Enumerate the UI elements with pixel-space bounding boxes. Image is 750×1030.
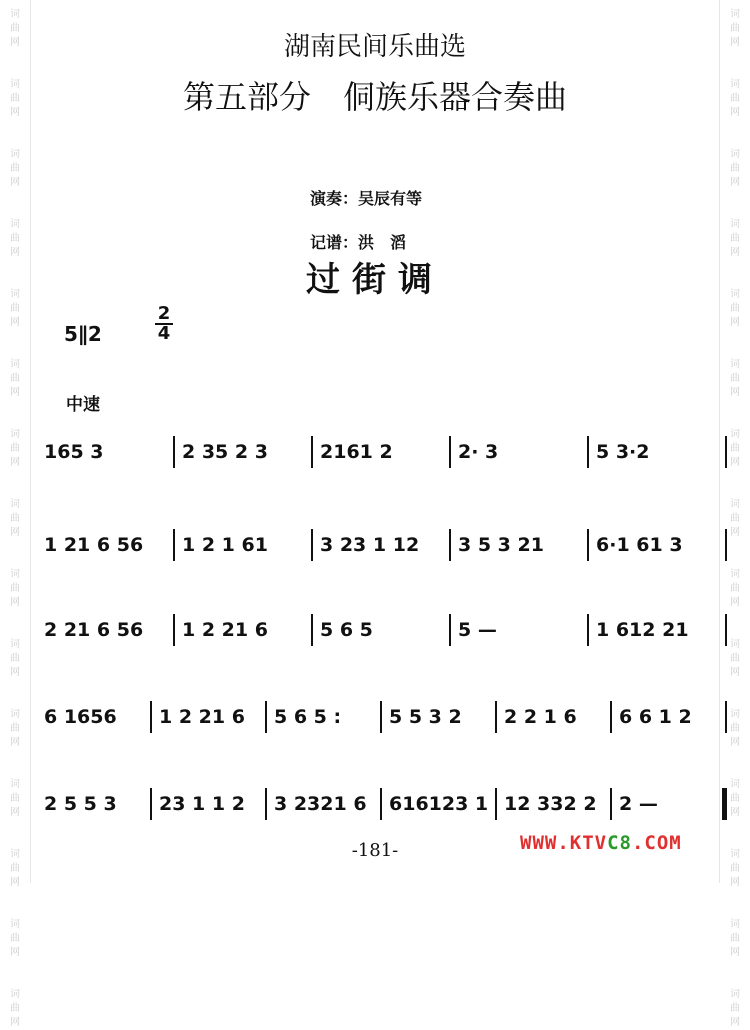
barline	[449, 614, 451, 646]
time-signature	[155, 305, 173, 343]
watermark-char: 网	[10, 527, 20, 538]
measure: 1 612 21	[596, 619, 689, 641]
watermark-char: 网	[10, 37, 20, 48]
watermark-mark	[730, 568, 740, 610]
measure: 5 5 3 2	[389, 706, 462, 728]
watermark-char: 网	[730, 37, 740, 48]
watermark-mark	[10, 498, 20, 540]
measure: 616123 1	[389, 793, 489, 815]
collection-title: 湖南民间乐曲选	[283, 32, 466, 62]
watermark-char: 网	[10, 107, 20, 118]
watermark-char: 曲	[730, 93, 740, 104]
barline	[173, 436, 175, 468]
watermark-char: 曲	[10, 93, 20, 104]
watermark-char: 词	[730, 569, 740, 580]
watermark-char: 网	[10, 807, 20, 818]
watermark-char: 网	[10, 1017, 20, 1028]
barline	[311, 529, 313, 561]
watermark-char: 网	[10, 457, 20, 468]
tempo-marking: 中速	[66, 395, 100, 415]
watermark-char: 网	[10, 667, 20, 678]
watermark-char: 网	[10, 387, 20, 398]
watermark-char: 词	[10, 9, 20, 20]
watermark-mark	[10, 358, 20, 400]
watermark-char: 曲	[10, 373, 20, 384]
watermark-char: 网	[10, 947, 20, 958]
measure: 2 35 2 3	[182, 441, 268, 463]
song-title: 过街调	[306, 260, 444, 300]
barline	[150, 788, 152, 820]
watermark-mark	[730, 708, 740, 750]
watermark-char: 曲	[10, 163, 20, 174]
watermark-char: 网	[730, 107, 740, 118]
watermark-char: 曲	[730, 793, 740, 804]
measure: 1 2 21 6	[182, 619, 268, 641]
barline	[265, 701, 267, 733]
measure: 6 1656	[44, 706, 117, 728]
watermark-char: 曲	[10, 443, 20, 454]
measure: 5 6 5	[320, 619, 373, 641]
watermark-char: 词	[730, 499, 740, 510]
barline	[587, 529, 589, 561]
watermark-char: 词	[10, 359, 20, 370]
watermark-mark	[730, 638, 740, 680]
barline	[173, 529, 175, 561]
watermark-mark	[730, 988, 740, 1030]
performer-credit: 演奏：吴辰有等	[310, 189, 423, 208]
barline	[173, 614, 175, 646]
watermark-char: 词	[730, 359, 740, 370]
measure: 2· 3	[458, 441, 499, 463]
watermark-char: 网	[10, 597, 20, 608]
notation-line	[38, 610, 728, 650]
barline	[610, 788, 612, 820]
watermark-mark	[730, 358, 740, 400]
watermark-char: 网	[10, 177, 20, 188]
watermark-mark	[10, 638, 20, 680]
measure: 1 2 1 61	[182, 534, 268, 556]
watermark-char: 曲	[10, 233, 20, 244]
notation-line	[38, 525, 728, 565]
watermark-char: 曲	[730, 443, 740, 454]
watermark-mark	[10, 148, 20, 190]
barline	[610, 701, 612, 733]
watermark-char: 网	[730, 877, 740, 888]
notation-line	[38, 784, 728, 824]
notation-line	[38, 432, 728, 472]
watermark-char: 曲	[10, 303, 20, 314]
watermark-mark	[10, 708, 20, 750]
watermark-char: 网	[10, 737, 20, 748]
watermark-char: 曲	[730, 1003, 740, 1014]
watermark-char: 网	[730, 387, 740, 398]
time-signature-top: 2	[157, 303, 171, 324]
transcriber-credit: 记谱：洪 滔	[310, 233, 407, 252]
measure: 2 2 1 6	[504, 706, 577, 728]
time-signature-bottom: 4	[155, 323, 173, 343]
watermark-mark	[10, 568, 20, 610]
measure: 2 —	[619, 793, 658, 815]
watermark-char: 词	[730, 709, 740, 720]
final-barline	[722, 788, 727, 820]
watermark-mark	[730, 918, 740, 960]
barline	[150, 701, 152, 733]
watermark-char: 词	[10, 849, 20, 860]
watermark-char: 词	[730, 429, 740, 440]
measure: 3 5 3 21	[458, 534, 544, 556]
watermark-mark	[730, 428, 740, 470]
measure: 165 3	[44, 441, 104, 463]
watermark-char: 曲	[10, 1003, 20, 1014]
watermark-char: 曲	[730, 513, 740, 524]
watermark-char: 词	[730, 219, 740, 230]
watermark-char: 词	[10, 499, 20, 510]
barline	[311, 614, 313, 646]
watermark-char: 曲	[730, 933, 740, 944]
measure: 12 332 2	[504, 793, 597, 815]
measure: 2 5 5 3	[44, 793, 117, 815]
watermark-char: 网	[730, 247, 740, 258]
barline	[725, 701, 727, 733]
watermark-char: 词	[10, 709, 20, 720]
watermark-char: 网	[730, 457, 740, 468]
watermark-char: 网	[10, 877, 20, 888]
watermark-char: 曲	[10, 723, 20, 734]
watermark-char: 词	[10, 79, 20, 90]
watermark-char: 曲	[10, 583, 20, 594]
watermark-char: 词	[730, 9, 740, 20]
watermark-char: 曲	[10, 793, 20, 804]
watermark-char: 词	[730, 79, 740, 90]
watermark-char: 网	[730, 597, 740, 608]
left-watermark-strip	[0, 0, 31, 1028]
watermark-char: 曲	[10, 23, 20, 34]
watermark-char: 曲	[10, 863, 20, 874]
watermark-char: 网	[730, 947, 740, 958]
watermark-char: 词	[730, 919, 740, 930]
watermark-char: 曲	[730, 583, 740, 594]
measure: 5 —	[458, 619, 497, 641]
watermark-mark	[730, 148, 740, 190]
watermark-char: 词	[730, 639, 740, 650]
watermark-char: 曲	[10, 653, 20, 664]
watermark-mark	[10, 778, 20, 820]
watermark-char: 词	[10, 919, 20, 930]
barline	[495, 701, 497, 733]
watermark-char: 曲	[730, 233, 740, 244]
watermark-char: 词	[730, 149, 740, 160]
measure: 2 21 6 56	[44, 619, 144, 641]
watermark-char: 曲	[730, 303, 740, 314]
watermark-char: 词	[10, 149, 20, 160]
watermark-char: 词	[10, 429, 20, 440]
watermark-mark	[730, 778, 740, 820]
watermark-char: 网	[730, 667, 740, 678]
watermark-char: 曲	[10, 933, 20, 944]
watermark-mark	[730, 498, 740, 540]
page-number: -181-	[351, 840, 399, 861]
watermark-char: 曲	[730, 163, 740, 174]
watermark-char: 词	[730, 849, 740, 860]
watermark-char: 网	[10, 317, 20, 328]
site-logo: WWW.KTVC8.COM	[520, 832, 682, 854]
watermark-char: 词	[10, 289, 20, 300]
measure: 1 21 6 56	[44, 534, 144, 556]
watermark-char: 网	[730, 177, 740, 188]
watermark-char: 曲	[730, 863, 740, 874]
barline	[380, 788, 382, 820]
watermark-char: 网	[730, 807, 740, 818]
watermark-char: 词	[10, 219, 20, 230]
barline	[725, 436, 727, 468]
watermark-mark	[10, 918, 20, 960]
watermark-char: 词	[730, 289, 740, 300]
measure: 5 6 5 :	[274, 706, 342, 728]
barline	[311, 436, 313, 468]
barline	[725, 614, 727, 646]
measure: 6·1 61 3	[596, 534, 683, 556]
watermark-char: 曲	[730, 23, 740, 34]
measure: 6 6 1 2	[619, 706, 692, 728]
barline	[265, 788, 267, 820]
barline	[725, 529, 727, 561]
watermark-char: 曲	[10, 513, 20, 524]
watermark-mark	[10, 428, 20, 470]
barline	[495, 788, 497, 820]
section-title: 第五部分 侗族乐器合奏曲	[182, 78, 567, 116]
watermark-char: 网	[730, 737, 740, 748]
watermark-char: 词	[730, 779, 740, 790]
measure: 2161 2	[320, 441, 393, 463]
watermark-char: 词	[10, 569, 20, 580]
barline	[380, 701, 382, 733]
key-signature: 5∥2	[64, 322, 102, 346]
watermark-char: 网	[730, 1017, 740, 1028]
measure: 5 3·2	[596, 441, 650, 463]
measure: 23 1 1 2	[159, 793, 245, 815]
watermark-mark	[10, 988, 20, 1030]
watermark-char: 词	[10, 989, 20, 1000]
barline	[449, 529, 451, 561]
measure: 3 2321 6	[274, 793, 367, 815]
watermark-char: 网	[730, 527, 740, 538]
measure: 3 23 1 12	[320, 534, 420, 556]
watermark-char: 词	[730, 989, 740, 1000]
barline	[449, 436, 451, 468]
barline	[587, 436, 589, 468]
notation-line	[38, 697, 728, 737]
watermark-char: 曲	[730, 653, 740, 664]
watermark-char: 网	[10, 247, 20, 258]
watermark-char: 曲	[730, 373, 740, 384]
watermark-char: 词	[10, 779, 20, 790]
barline	[587, 614, 589, 646]
measure: 1 2 21 6	[159, 706, 245, 728]
watermark-char: 曲	[730, 723, 740, 734]
watermark-char: 网	[730, 317, 740, 328]
watermark-char: 词	[10, 639, 20, 650]
